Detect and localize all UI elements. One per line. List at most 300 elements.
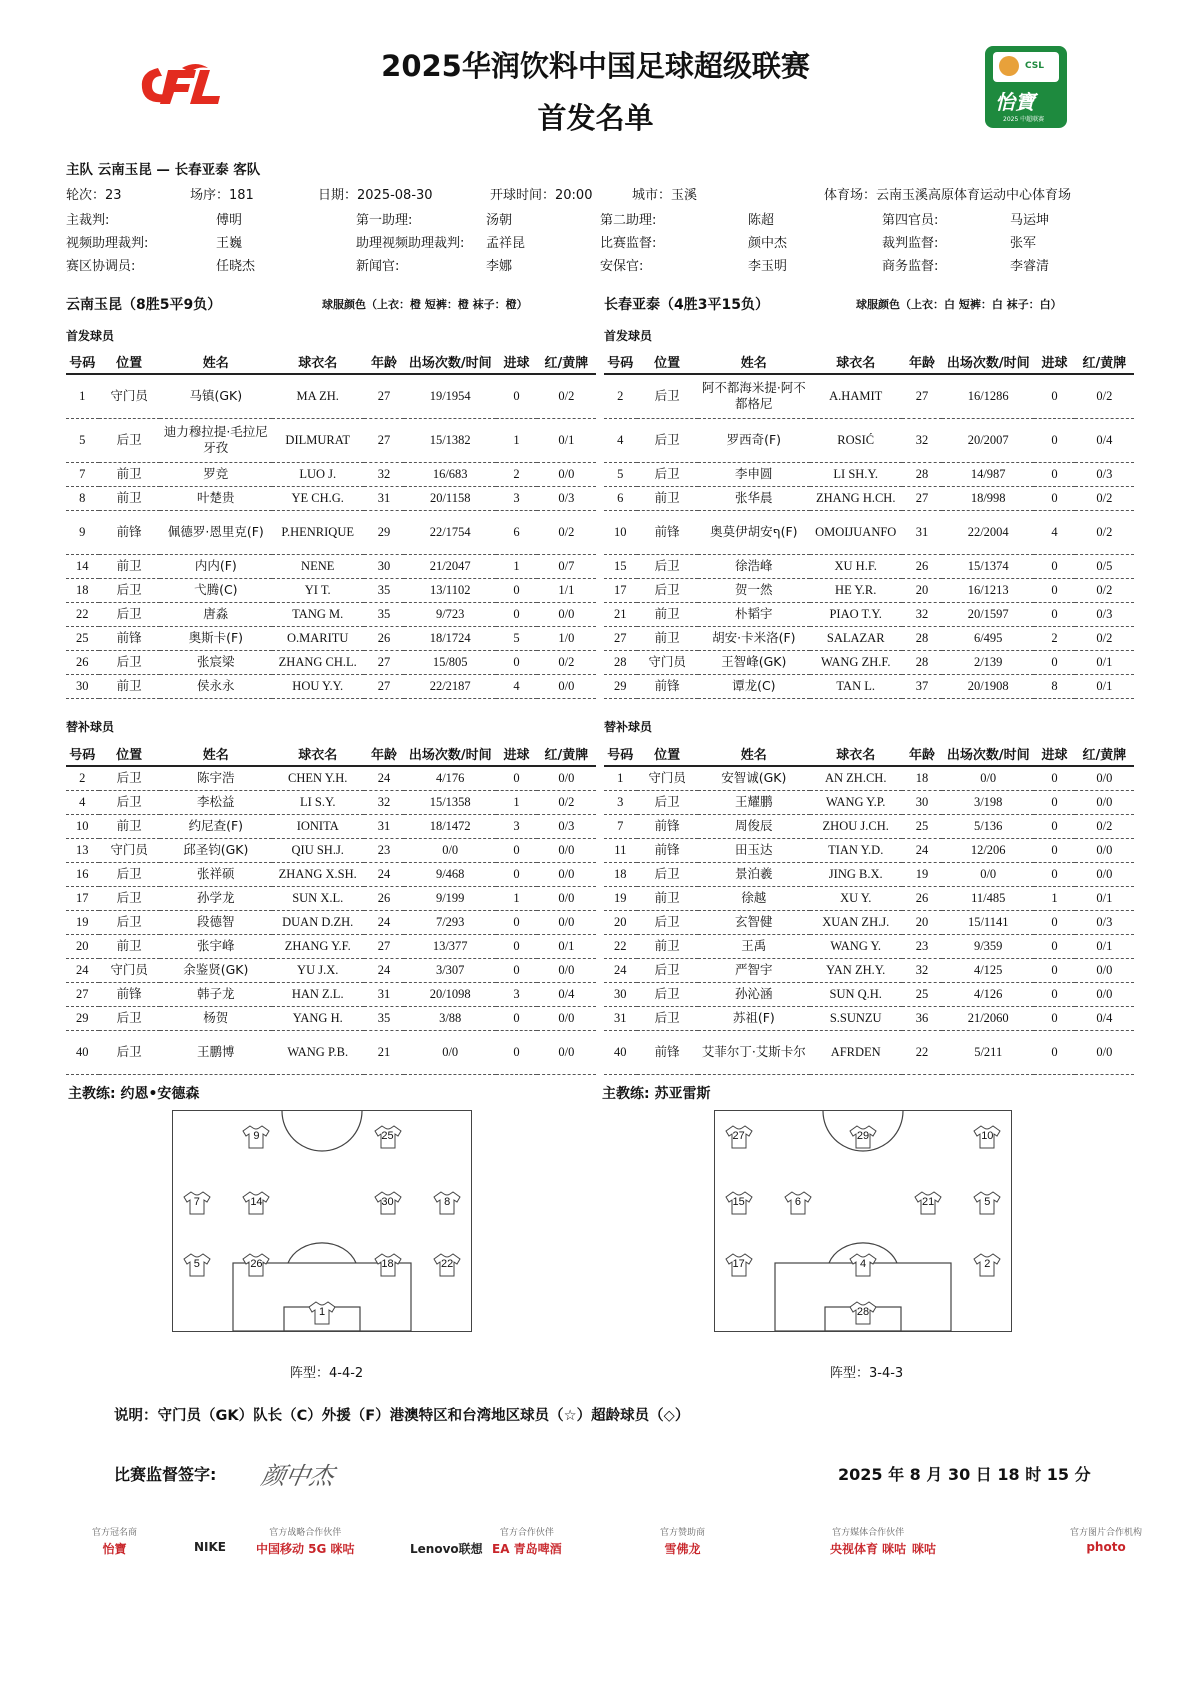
- table-cell: 10: [66, 814, 99, 838]
- table-cell: 21/2047: [404, 554, 496, 578]
- table-cell: 20/1098: [404, 982, 496, 1006]
- jersey-icon: 17: [725, 1253, 753, 1277]
- table-cell: 30: [902, 790, 943, 814]
- table-cell: 朴韬宇: [698, 602, 810, 626]
- table-cell: 0/1: [537, 418, 596, 462]
- table-row: [66, 862, 596, 886]
- table-cell: 3/307: [404, 958, 496, 982]
- table-row: [66, 790, 596, 814]
- table-cell: 后卫: [637, 910, 698, 934]
- table-cell: YU J.X.: [272, 958, 364, 982]
- table-cell: 0/4: [537, 982, 596, 1006]
- table-cell: 0: [496, 602, 537, 626]
- table-cell: 0/0: [1075, 982, 1134, 1006]
- table-cell: TAN L.: [810, 674, 902, 698]
- table-cell: 26: [364, 626, 405, 650]
- table-row: [604, 838, 1134, 862]
- table-cell: 27: [604, 626, 637, 650]
- table-cell: 17: [66, 886, 99, 910]
- table-cell: 20/1908: [942, 674, 1034, 698]
- sponsor-logo: 官方媒体合作伙伴 央视体育 咪咕: [830, 1528, 907, 1556]
- table-row: [604, 1030, 1134, 1074]
- table-cell: 31: [364, 814, 405, 838]
- table-cell: 18/1724: [404, 626, 496, 650]
- table-cell: 4: [604, 418, 637, 462]
- official-name: 李睿清: [1010, 259, 1050, 274]
- table-row: [604, 1006, 1134, 1030]
- jersey-icon: 6: [784, 1191, 812, 1215]
- home-coach: 主教练: 约恩•安德森: [68, 1086, 200, 1102]
- table-cell: 4/125: [942, 958, 1034, 982]
- table-cell: SALAZAR: [810, 626, 902, 650]
- table-cell: 19: [902, 862, 943, 886]
- column-header: 号码: [66, 742, 99, 766]
- table-cell: YE CH.G.: [272, 486, 364, 510]
- table-cell: 0/2: [1075, 486, 1134, 510]
- column-header: 姓名: [698, 350, 810, 374]
- table-cell: 35: [364, 602, 405, 626]
- table-row: [604, 886, 1134, 910]
- column-header: 球衣名: [810, 350, 902, 374]
- table-cell: 27: [902, 374, 943, 418]
- table-cell: 迪力穆拉提·毛拉尼牙孜: [160, 418, 272, 462]
- table-row: [604, 374, 1134, 418]
- table-cell: 2: [1034, 626, 1075, 650]
- table-cell: 前锋: [637, 838, 698, 862]
- table-cell: 韩子龙: [160, 982, 272, 1006]
- column-header: 进球: [496, 350, 537, 374]
- table-cell: 后卫: [99, 862, 160, 886]
- table-cell: 0: [496, 862, 537, 886]
- column-header: 号码: [66, 350, 99, 374]
- table-cell: 20: [902, 578, 943, 602]
- table-cell: 后卫: [637, 462, 698, 486]
- column-header: 红/黄牌: [1075, 350, 1134, 374]
- table-cell: 20/1158: [404, 486, 496, 510]
- table-cell: TANG M.: [272, 602, 364, 626]
- official-name: 张军: [1010, 236, 1037, 251]
- table-cell: 26: [902, 554, 943, 578]
- table-cell: 25: [902, 982, 943, 1006]
- table-cell: 罗竞: [160, 462, 272, 486]
- table-cell: S.SUNZU: [810, 1006, 902, 1030]
- sponsor-logo: 官方赞助商 雪佛龙: [660, 1528, 706, 1556]
- sponsor-logo: NIKE: [194, 1540, 227, 1554]
- table-cell: 前卫: [99, 486, 160, 510]
- table-cell: 18/998: [942, 486, 1034, 510]
- table-cell: 40: [66, 1030, 99, 1074]
- table-cell: 6: [496, 510, 537, 554]
- table-cell: 22: [604, 934, 637, 958]
- table-cell: 16/1286: [942, 374, 1034, 418]
- table-cell: SUN Q.H.: [810, 982, 902, 1006]
- table-cell: 16: [66, 862, 99, 886]
- cfl-logo-icon: [138, 62, 228, 112]
- table-cell: 0: [1034, 462, 1075, 486]
- table-cell: DUAN D.ZH.: [272, 910, 364, 934]
- table-cell: 后卫: [99, 650, 160, 674]
- jersey-icon: 26: [242, 1253, 270, 1277]
- table-row: [66, 934, 596, 958]
- table-cell: 0/2: [1075, 578, 1134, 602]
- table-cell: 37: [902, 674, 943, 698]
- column-header: 出场次数/时间: [404, 742, 496, 766]
- column-header: 姓名: [160, 742, 272, 766]
- table-cell: 28: [902, 462, 943, 486]
- table-cell: 后卫: [637, 418, 698, 462]
- table-cell: P.HENRIQUE: [272, 510, 364, 554]
- table-cell: O.MARITU: [272, 626, 364, 650]
- column-header: 位置: [99, 742, 160, 766]
- table-cell: HAN Z.L.: [272, 982, 364, 1006]
- table-cell: 26: [364, 886, 405, 910]
- table-cell: 15: [604, 554, 637, 578]
- table-cell: 后卫: [637, 982, 698, 1006]
- table-cell: 0: [496, 766, 537, 790]
- away-formation-pitch: [714, 1110, 1012, 1332]
- table-cell: 张宸梁: [160, 650, 272, 674]
- kickoff: 开球时间：20:00: [490, 188, 593, 203]
- table-cell: 邱圣钧(GK): [160, 838, 272, 862]
- table-cell: 0/0: [404, 1030, 496, 1074]
- table-cell: 13/377: [404, 934, 496, 958]
- table-cell: 12/206: [942, 838, 1034, 862]
- table-cell: 罗西奇(F): [698, 418, 810, 462]
- table-cell: 22: [66, 602, 99, 626]
- table-cell: 1/1: [537, 578, 596, 602]
- table-cell: 安智诚(GK): [698, 766, 810, 790]
- table-cell: 5: [496, 626, 537, 650]
- column-header: 出场次数/时间: [404, 350, 496, 374]
- table-cell: 15/1358: [404, 790, 496, 814]
- jersey-icon: 18: [374, 1253, 402, 1277]
- table-cell: 后卫: [637, 1006, 698, 1030]
- table-cell: IONITA: [272, 814, 364, 838]
- table-cell: 3: [496, 814, 537, 838]
- table-cell: ZHOU J.CH.: [810, 814, 902, 838]
- table-cell: 周俊辰: [698, 814, 810, 838]
- official-name: 李玉明: [748, 259, 788, 274]
- table-cell: 张祥硕: [160, 862, 272, 886]
- table-cell: 4/126: [942, 982, 1034, 1006]
- table-cell: 19: [604, 886, 637, 910]
- table-cell: 20: [66, 934, 99, 958]
- table-cell: 4: [66, 790, 99, 814]
- table-cell: 31: [604, 1006, 637, 1030]
- table-cell: 0: [1034, 650, 1075, 674]
- table-cell: 0: [1034, 1030, 1075, 1074]
- table-cell: 0/2: [537, 510, 596, 554]
- table-cell: 29: [66, 1006, 99, 1030]
- table-cell: 14: [66, 554, 99, 578]
- table-row: [604, 982, 1134, 1006]
- table-cell: 陈宇浩: [160, 766, 272, 790]
- table-cell: 32: [902, 602, 943, 626]
- table-cell: 4: [496, 674, 537, 698]
- table-cell: 3: [604, 790, 637, 814]
- table-row: [66, 886, 596, 910]
- table-cell: 13: [66, 838, 99, 862]
- table-cell: 25: [902, 814, 943, 838]
- table-cell: 7: [604, 814, 637, 838]
- table-cell: 前锋: [99, 982, 160, 1006]
- table-cell: 前卫: [637, 886, 698, 910]
- table-cell: 0/2: [1075, 814, 1134, 838]
- table-cell: 19: [66, 910, 99, 934]
- table-cell: 27: [364, 418, 405, 462]
- table-cell: 张华晨: [698, 486, 810, 510]
- official-role: 安保官:: [600, 259, 644, 274]
- away-kit: 球服颜色（上衣：白 短裤：白 袜子：白）: [856, 298, 1062, 311]
- table-cell: AFRDEN: [810, 1030, 902, 1074]
- table-cell: 22: [902, 1030, 943, 1074]
- away-subs-label: 替补球员: [604, 720, 653, 734]
- table-cell: 0/2: [1075, 626, 1134, 650]
- signature-label: 比赛监督签字:: [114, 1465, 217, 1484]
- column-header: 位置: [637, 742, 698, 766]
- table-cell: 1: [604, 766, 637, 790]
- official-name: 颜中杰: [748, 236, 788, 251]
- away-team-title: 长春亚泰（4胜3平15负）: [604, 297, 769, 313]
- table-row: [66, 958, 596, 982]
- home-starters-label: 首发球员: [66, 329, 115, 343]
- column-header: 位置: [637, 350, 698, 374]
- table-cell: 前卫: [99, 554, 160, 578]
- table-cell: 2: [66, 766, 99, 790]
- table-cell: 前锋: [637, 674, 698, 698]
- table-cell: 18: [66, 578, 99, 602]
- table-cell: 0: [1034, 934, 1075, 958]
- table-cell: 前卫: [99, 814, 160, 838]
- table-cell: 3: [496, 486, 537, 510]
- table-row: [66, 626, 596, 650]
- jersey-icon: 28: [849, 1301, 877, 1325]
- table-cell: 徐越: [698, 886, 810, 910]
- table-cell: 前卫: [99, 462, 160, 486]
- table-cell: ROSIĆ: [810, 418, 902, 462]
- table-cell: 0: [1034, 958, 1075, 982]
- official-role: 商务监督:: [882, 259, 939, 274]
- table-cell: 24: [364, 766, 405, 790]
- away-coach: 主教练: 苏亚雷斯: [602, 1086, 711, 1102]
- table-cell: 0/0: [537, 674, 596, 698]
- table-cell: 7/293: [404, 910, 496, 934]
- table-cell: 20: [902, 910, 943, 934]
- table-cell: 守门员: [99, 958, 160, 982]
- table-cell: 0: [496, 1030, 537, 1074]
- official-name: 王巍: [216, 236, 243, 251]
- table-row: [66, 910, 596, 934]
- table-row: [66, 814, 596, 838]
- table-cell: WANG ZH.F.: [810, 650, 902, 674]
- table-cell: 王禹: [698, 934, 810, 958]
- table-cell: YI T.: [272, 578, 364, 602]
- table-cell: 张宇峰: [160, 934, 272, 958]
- official-role: 第二助理:: [600, 213, 657, 228]
- table-cell: 后卫: [99, 910, 160, 934]
- table-cell: 艾菲尔丁·艾斯卡尔: [698, 1030, 810, 1074]
- column-header: 球衣名: [272, 350, 364, 374]
- sponsor-logo: 官方图片合作机构 photo: [1070, 1528, 1143, 1554]
- csl-sub: 2025 中超联赛: [1003, 116, 1045, 123]
- table-cell: 7: [66, 462, 99, 486]
- table-cell: 9/468: [404, 862, 496, 886]
- table-cell: 0: [1034, 374, 1075, 418]
- table-cell: 0/0: [1075, 838, 1134, 862]
- official-role: 赛区协调员:: [66, 259, 136, 274]
- table-cell: 后卫: [99, 602, 160, 626]
- table-cell: 前卫: [99, 934, 160, 958]
- table-cell: 0/4: [1075, 418, 1134, 462]
- table-cell: 0/0: [537, 1006, 596, 1030]
- table-cell: ZHANG H.CH.: [810, 486, 902, 510]
- table-cell: 30: [604, 982, 637, 1006]
- table-cell: 0/0: [942, 766, 1034, 790]
- sponsor-logo: 咪咕: [912, 1542, 937, 1556]
- table-cell: 后卫: [99, 1030, 160, 1074]
- table-cell: 0/4: [1075, 1006, 1134, 1030]
- table-row: [66, 674, 596, 698]
- table-cell: LUO J.: [272, 462, 364, 486]
- table-cell: 11: [604, 838, 637, 862]
- table-row: [604, 766, 1134, 790]
- official-role: 第一助理:: [356, 213, 413, 228]
- table-cell: 30: [66, 674, 99, 698]
- jersey-icon: 4: [849, 1253, 877, 1277]
- table-cell: PIAO T.Y.: [810, 602, 902, 626]
- table-row: [604, 554, 1134, 578]
- table-cell: 苏祖(F): [698, 1006, 810, 1030]
- table-cell: 29: [364, 510, 405, 554]
- table-cell: 后卫: [637, 790, 698, 814]
- table-cell: 31: [902, 510, 943, 554]
- table-cell: 0: [1034, 554, 1075, 578]
- table-row: [66, 982, 596, 1006]
- csl-main: 怡寶: [995, 90, 1035, 114]
- column-header: 出场次数/时间: [942, 742, 1034, 766]
- official-name: 李娜: [486, 259, 513, 274]
- table-cell: 0/1: [1075, 650, 1134, 674]
- table-cell: 6/495: [942, 626, 1034, 650]
- table-cell: 0/0: [537, 1030, 596, 1074]
- table-cell: 约尼查(F): [160, 814, 272, 838]
- table-row: [66, 650, 596, 674]
- table-cell: 40: [604, 1030, 637, 1074]
- home-kit: 球服颜色（上衣：橙 短裤：橙 袜子：橙）: [322, 298, 528, 311]
- column-header: 年龄: [364, 350, 405, 374]
- table-row: [604, 578, 1134, 602]
- official-name: 任晓杰: [216, 259, 256, 274]
- table-row: [66, 1006, 596, 1030]
- table-row: [604, 486, 1134, 510]
- table-cell: 孙沁涵: [698, 982, 810, 1006]
- table-cell: 0/7: [537, 554, 596, 578]
- table-cell: 2/139: [942, 650, 1034, 674]
- table-cell: 9: [66, 510, 99, 554]
- home-subs-label: 替补球员: [66, 720, 115, 734]
- table-cell: 王鹏博: [160, 1030, 272, 1074]
- table-cell: 0/2: [537, 374, 596, 418]
- table-cell: 后卫: [99, 790, 160, 814]
- table-cell: LI SH.Y.: [810, 462, 902, 486]
- table-cell: 田玉达: [698, 838, 810, 862]
- table-cell: 9/723: [404, 602, 496, 626]
- table-cell: 0: [1034, 766, 1075, 790]
- table-cell: 0: [1034, 862, 1075, 886]
- table-cell: 24: [66, 958, 99, 982]
- table-row: [66, 486, 596, 510]
- table-cell: 32: [902, 958, 943, 982]
- table-cell: 前卫: [637, 934, 698, 958]
- table-row: [66, 1030, 596, 1074]
- table-cell: 后卫: [637, 374, 698, 418]
- table-cell: 0: [1034, 982, 1075, 1006]
- table-cell: 5/211: [942, 1030, 1034, 1074]
- jersey-icon: 5: [973, 1191, 1001, 1215]
- table-cell: 0/0: [1075, 862, 1134, 886]
- table-cell: 0: [496, 650, 537, 674]
- table-cell: TIAN Y.D.: [810, 838, 902, 862]
- jersey-icon: 25: [374, 1125, 402, 1149]
- table-cell: ZHANG X.SH.: [272, 862, 364, 886]
- table-cell: 5/136: [942, 814, 1034, 838]
- away-subs-table: [604, 742, 1134, 1075]
- table-cell: 0: [496, 958, 537, 982]
- signature: 颜中杰: [259, 1462, 337, 1490]
- table-cell: 27: [66, 982, 99, 1006]
- table-cell: 4: [1034, 510, 1075, 554]
- table-cell: 前锋: [637, 814, 698, 838]
- table-cell: 3/198: [942, 790, 1034, 814]
- table-cell: 17: [604, 578, 637, 602]
- table-cell: 27: [364, 674, 405, 698]
- table-cell: 1: [496, 418, 537, 462]
- table-cell: 13/1102: [404, 578, 496, 602]
- teams-line: 主队 云南玉昆 — 长春亚泰 客队: [66, 162, 261, 178]
- away-formation: 阵型：3-4-3: [830, 1366, 904, 1381]
- table-cell: 0/0: [404, 838, 496, 862]
- official-name: 汤朝: [486, 213, 513, 228]
- table-cell: 0: [1034, 838, 1075, 862]
- table-cell: 余鉴贤(GK): [160, 958, 272, 982]
- home-formation: 阵型：4-4-2: [290, 1366, 364, 1381]
- table-cell: 5: [66, 418, 99, 462]
- table-cell: 18/1472: [404, 814, 496, 838]
- table-cell: 景泊羲: [698, 862, 810, 886]
- table-cell: 1: [496, 886, 537, 910]
- table-cell: 0/0: [537, 862, 596, 886]
- table-cell: 0: [496, 578, 537, 602]
- table-cell: 0: [496, 374, 537, 418]
- official-role: 第四官员:: [882, 213, 939, 228]
- table-cell: 3: [496, 982, 537, 1006]
- table-cell: LI S.Y.: [272, 790, 364, 814]
- table-row: [604, 650, 1134, 674]
- table-cell: 0/2: [537, 790, 596, 814]
- table-cell: 守门员: [99, 374, 160, 418]
- official-role: 新闻官:: [356, 259, 400, 274]
- table-row: [604, 862, 1134, 886]
- table-cell: DILMURAT: [272, 418, 364, 462]
- table-cell: 唐淼: [160, 602, 272, 626]
- stadium: 体育场：云南玉溪高原体育运动中心体育场: [824, 188, 1072, 203]
- table-row: [66, 374, 596, 418]
- table-cell: WANG Y.P.: [810, 790, 902, 814]
- table-cell: 内内(F): [160, 554, 272, 578]
- jersey-icon: 8: [433, 1191, 461, 1215]
- table-cell: 0: [496, 934, 537, 958]
- table-cell: AN ZH.CH.: [810, 766, 902, 790]
